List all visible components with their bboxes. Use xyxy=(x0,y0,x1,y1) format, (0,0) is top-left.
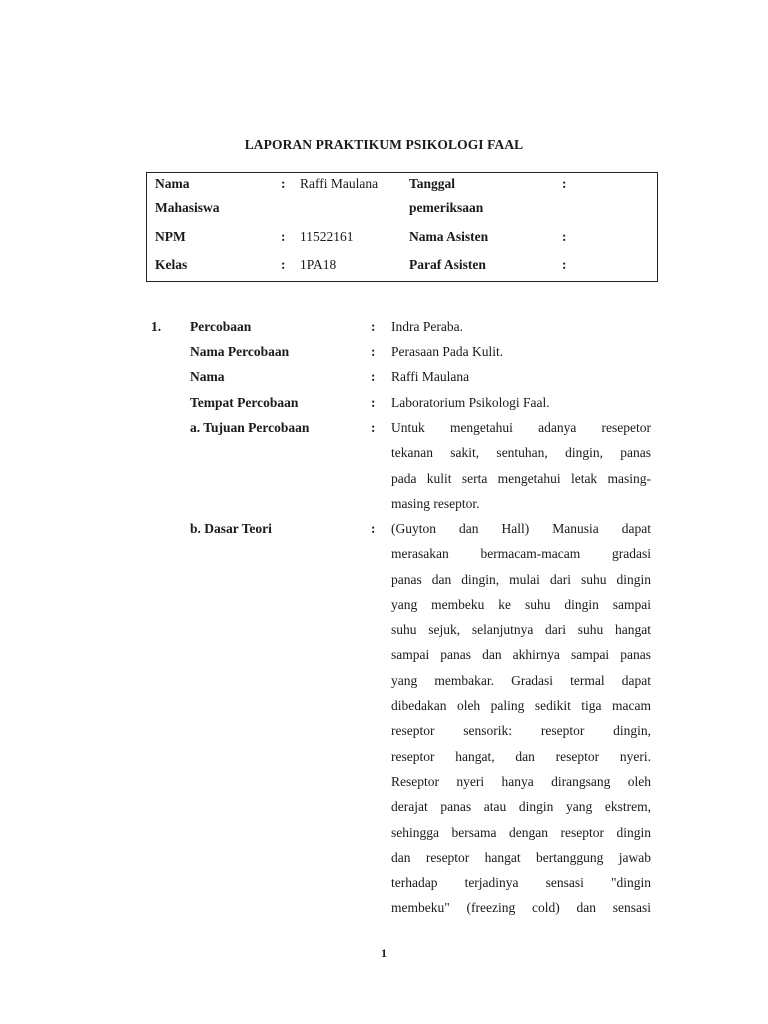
tempat-percobaan-colon: : xyxy=(371,395,376,410)
dasar-line: panas dan dingin, mulai dari suhu dingin xyxy=(391,571,651,587)
npm-value: 11522161 xyxy=(300,229,354,244)
dasar-line: Reseptor nyeri hanya dirangsang oleh xyxy=(391,773,651,789)
npm-label: NPM xyxy=(155,229,186,244)
paraf-label: Paraf Asisten xyxy=(409,257,486,272)
tujuan-line: Untuk mengetahui adanya resepetor xyxy=(391,420,651,435)
dasar-line: yang membakar. Gradasi termal dapat xyxy=(391,672,651,688)
dasar-line: reseptor sensorik: reseptor dingin, xyxy=(391,723,651,739)
tujuan-line: masing reseptor. xyxy=(391,495,480,511)
dasar-line: merasakan bermacam-macam gradasi xyxy=(391,546,651,562)
kelas-label: Kelas xyxy=(155,257,188,272)
nama-percobaan-label: Nama Percobaan xyxy=(190,344,290,359)
dasar-line: membeku" (freezing cold) dan sensasi xyxy=(391,900,651,916)
percobaan-value: Indra Peraba. xyxy=(391,319,463,334)
dasar-line: reseptor hangat, dan reseptor nyeri. xyxy=(391,748,651,764)
paraf-colon: : xyxy=(562,257,567,272)
kelas-value: 1PA18 xyxy=(300,257,337,272)
tujuan-percobaan-label: a. Tujuan Percobaan xyxy=(190,420,310,435)
pemeriksaan-label: pemeriksaan xyxy=(409,200,484,215)
page-number: 1 xyxy=(381,946,387,960)
dasar-teori-text xyxy=(391,516,651,921)
tanggal-label: Tanggal xyxy=(409,176,456,191)
dasar-line: terhadap terjadinya sensasi "dingin xyxy=(391,875,651,891)
asisten-colon: : xyxy=(562,229,567,244)
nama-percobaan-colon: : xyxy=(371,344,376,359)
percobaan-colon: : xyxy=(371,319,376,334)
dasar-teori-colon: : xyxy=(371,521,376,536)
identity-box xyxy=(146,172,658,282)
dasar-line: suhu sejuk, selanjutnya dari suhu hangat xyxy=(391,622,651,638)
nama-value: Raffi Maulana xyxy=(391,369,470,384)
section-number: 1. xyxy=(151,319,162,334)
dasar-line: dibedakan oleh paling sedikit tiga macam xyxy=(391,698,651,714)
tempat-percobaan-value: Laboratorium Psikologi Faal. xyxy=(391,395,550,410)
tujuan-line: tekanan sakit, sentuhan, dingin, panas xyxy=(391,445,651,461)
dasar-teori-label: b. Dasar Teori xyxy=(190,521,272,536)
mahasiswa-label: Mahasiswa xyxy=(155,200,220,215)
document-title: LAPORAN PRAKTIKUM PSIKOLOGI FAAL xyxy=(244,137,524,152)
dasar-line: derajat panas atau dingin yang ekstrem, xyxy=(391,799,651,815)
dasar-line: yang membeku ke suhu dingin sampai xyxy=(391,596,651,612)
dasar-line: sehingga bersama dengan reseptor dingin xyxy=(391,824,651,840)
nama-label: Nama xyxy=(155,176,190,191)
tujuan-line: pada kulit serta mengetahui letak masing- xyxy=(391,470,651,486)
nama-label: Nama xyxy=(190,369,225,384)
nama-percobaan-value: Perasaan Pada Kulit. xyxy=(391,344,504,359)
nama-colon: : xyxy=(281,176,286,191)
tujuan-percobaan-colon: : xyxy=(371,420,376,435)
percobaan-label: Percobaan xyxy=(190,319,252,334)
dasar-line: sampai panas dan akhirnya sampai panas xyxy=(391,647,651,663)
nama-value: Raffi Maulana xyxy=(300,176,379,191)
dasar-line: dan reseptor hangat bertanggung jawab xyxy=(391,849,651,865)
dasar-line: (Guyton dan Hall) Manusia dapat xyxy=(391,521,651,536)
npm-colon: : xyxy=(281,229,286,244)
tempat-percobaan-label: Tempat Percobaan xyxy=(190,395,299,410)
asisten-label: Nama Asisten xyxy=(409,229,489,244)
kelas-colon: : xyxy=(281,257,286,272)
nama-colon: : xyxy=(371,369,376,384)
tanggal-colon: : xyxy=(562,176,567,191)
tujuan-percobaan-text xyxy=(391,415,651,516)
